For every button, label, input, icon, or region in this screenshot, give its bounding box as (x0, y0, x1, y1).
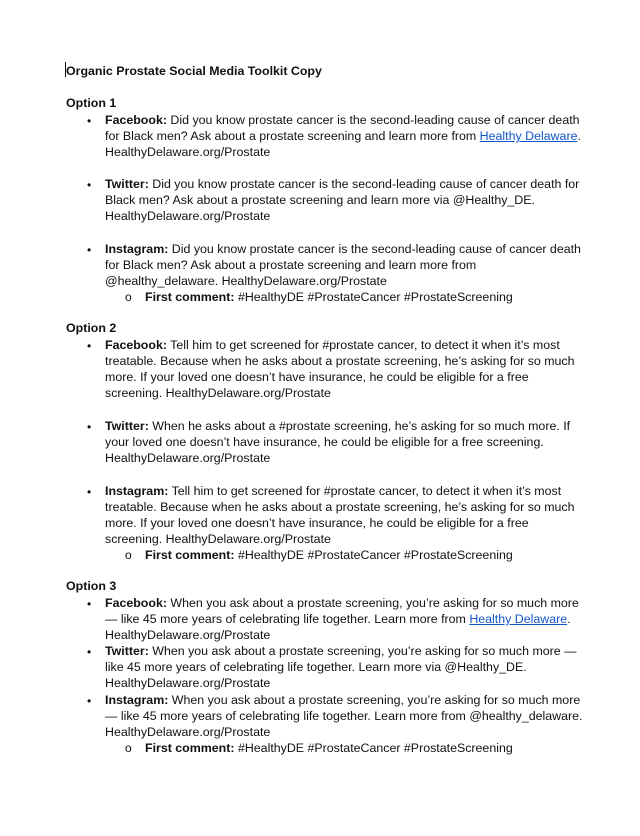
post-text: Did you know prostate cancer is the second-leading cause of cancer death for Black men? Ask about a prostate screening and learn more from @healthy_delaware. HealthyDelaware.org/Prostate (105, 242, 581, 288)
platform-label: Facebook: (105, 338, 167, 352)
option-3-twitter-item (87, 643, 587, 691)
bullet-icon: • (87, 485, 92, 499)
bullet-icon: • (87, 597, 92, 611)
platform-label: Twitter: (105, 419, 149, 433)
platform-label: Instagram: (105, 484, 169, 498)
first-comment-text: #HealthyDE #ProstateCancer #ProstateScreening (234, 548, 513, 562)
bullet-icon: • (87, 694, 92, 708)
post-text-end: . HealthyDelaware.org/Prostate (105, 612, 571, 642)
bullet-icon: • (87, 420, 92, 434)
bullet-icon: • (87, 645, 92, 659)
bullet-icon: • (87, 178, 92, 192)
option-2-first-comment (125, 547, 513, 563)
option-2-twitter-item (87, 418, 587, 466)
option-1-instagram-item (87, 241, 587, 289)
bullet-icon: • (87, 243, 92, 257)
first-comment-label: First comment: (145, 548, 235, 562)
option-3-heading: Option 3 (66, 579, 117, 593)
bullet-icon: • (87, 114, 92, 128)
post-text: When you ask about a prostate screening, you’re asking for so much more — like 45 more years of celebrating life together. Learn more via @Healthy_DE. HealthyDelaware.org/Prostate (105, 644, 577, 690)
option-2-heading: Option 2 (66, 321, 117, 335)
option-1-facebook-item (87, 112, 587, 160)
post-text: Tell him to get screened for #prostate cancer, to detect it when it’s most treatable. Because when he asks about a prostate screening, he’s asking for so much more. If your loved one doesn’t have insurance, he could be eligible for a free screening. HealthyDelaware.org/Prostate (105, 338, 575, 400)
option-2-facebook-item (87, 337, 587, 401)
post-text: When he asks about a #prostate screening, he’s asking for so much more. If your loved one doesn’t have insurance, he could be eligible for a free screening. HealthyDelaware.org/Prostate (105, 419, 571, 465)
post-text: When you ask about a prostate screening, you’re asking for so much more — like 45 more years of celebrating life together. Learn more from @healthy_delaware. HealthyDelaware.org/Prostate (105, 693, 583, 739)
sub-bullet-icon: o (125, 741, 132, 755)
post-text: When you ask about a prostate screening, you’re asking for so much more — like 45 more years of celebrating life together. Learn more from (105, 596, 579, 626)
platform-label: Instagram: (105, 693, 169, 707)
sub-bullet-icon: o (125, 290, 132, 304)
first-comment-text: #HealthyDE #ProstateCancer #ProstateScreening (234, 741, 513, 755)
post-text-end: . HealthyDelaware.org/Prostate (105, 129, 581, 159)
option-3-first-comment (125, 740, 513, 756)
platform-label: Instagram: (105, 242, 169, 256)
first-comment-label: First comment: (145, 290, 235, 304)
post-text: Did you know prostate cancer is the second-leading cause of cancer death for Black men? Ask about a prostate screening and learn more via @Healthy_DE. HealthyDelaware.org/Prostate (105, 177, 580, 223)
platform-label: Facebook: (105, 113, 167, 127)
first-comment-label: First comment: (145, 741, 235, 755)
platform-label: Facebook: (105, 596, 167, 610)
option-1-heading: Option 1 (66, 96, 117, 110)
healthy-delaware-link[interactable]: Healthy Delaware (479, 129, 578, 143)
document-title: Organic Prostate Social Media Toolkit Copy (66, 64, 322, 78)
platform-label: Twitter: (105, 177, 149, 191)
first-comment-text: #HealthyDE #ProstateCancer #ProstateScreening (234, 290, 513, 304)
option-1-first-comment (125, 289, 513, 305)
option-3-instagram-item (87, 692, 587, 740)
post-text: Tell him to get screened for #prostate cancer, to detect it when it’s most treatable. Because when he asks about a prostate screening, he’s asking for so much more. If your loved one doesn’t have insurance, he could be eligible for a free screening. HealthyDelaware.org/Prostate (105, 484, 575, 546)
post-text: Did you know prostate cancer is the second-leading cause of cancer death for Black men? Ask about a prostate screening and learn more from (105, 113, 580, 143)
option-3-facebook-item (87, 595, 587, 643)
option-1-twitter-item (87, 176, 587, 224)
sub-bullet-icon: o (125, 548, 132, 562)
bullet-icon: • (87, 339, 92, 353)
healthy-delaware-link[interactable]: Healthy Delaware (469, 612, 568, 626)
platform-label: Twitter: (105, 644, 149, 658)
option-2-instagram-item (87, 483, 587, 547)
